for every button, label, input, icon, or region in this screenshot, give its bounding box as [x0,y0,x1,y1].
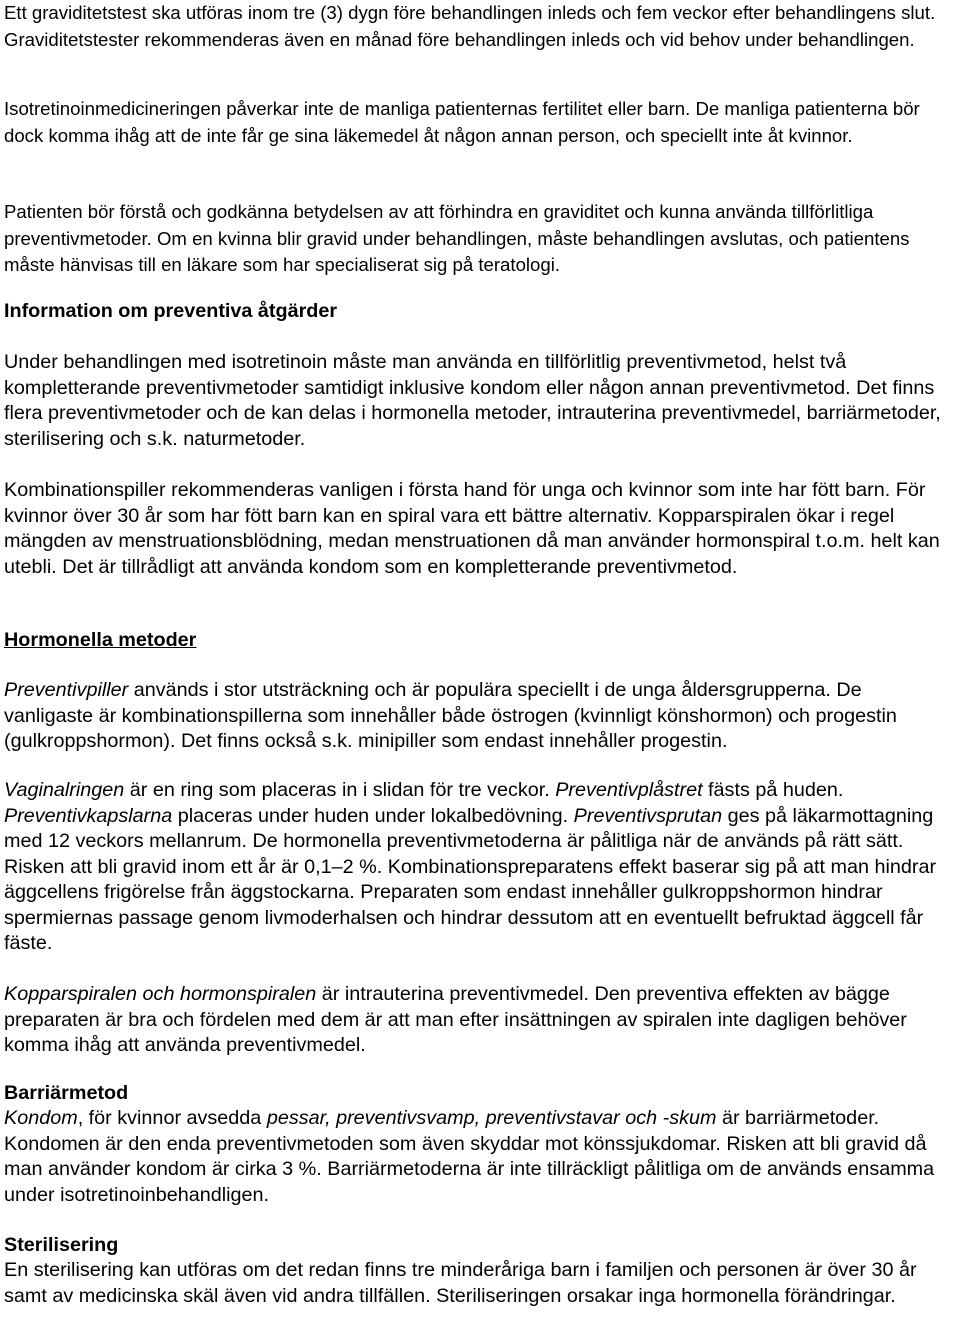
term-preventivsprutan: Preventivsprutan [573,804,723,827]
term-kondom: Kondom [4,1107,78,1129]
term-vaginalringen: Vaginalringen [4,779,125,801]
heading-hormonal-methods: Hormonella metoder [4,629,197,651]
term-preventivplastret: Preventivplåstret [555,779,703,801]
paragraph-male-patients: Isotretinoinmedicineringen påverkar inte de manliga patienternas fertilitet eller barn. De manliga patienterna bör dock komma ihåg att de inte får ge sina läkemedel åt någon annan person, och speciellt inte åt kvinnor. [4,98,920,146]
term-preventivpiller: Preventivpiller [4,679,129,701]
paragraph-combination-pills: Kombinationspiller rekommenderas vanligen i första hand för unga och kvinnor som inte har fött barn. För kvinnor över 30 år som har fött barn kan en spiral vara ett bättre alternativ. Kopparspiralen ökar i regel mängden av menstruationsblödning, medan menstruationen då man använder hormonspiral t.o.m. helt kan utebli. Det är tillrådligt att använda kondom som en kompletterande preventivmetod. [4,479,940,578]
heading-contraception-info: Information om preventiva åtgärder [4,300,338,322]
paragraph-other-hormonal: Vaginalringen är en ring som placeras in i slidan för tre veckor. Preventivplåstret fästs på huden. Preventivkapslarna placeras under huden under lokalbedövning. Preventivsprutan ges på läkarmottagning med 12 veckors mellanrum. De hormonella preventivmetoderna är pålitliga när de används på rätt sätt. Risken att bli gravid inom ett år är 0,1–2 %. Kombinationspreparatens effekt baserar sig på att man hindrar äggcellens frigörelse från äggstockarna. Preparaten som endast innehåller gulkroppshormon hindrar spermiernas passage genom livmoderhalsen och hindrar dessutom att en eventuellt befruktad äggcell får fäste. [4,779,937,954]
paragraph-sterilisation: En sterilisering kan utföras om det redan finns tre minderåriga barn i familjen och personen är över 30 år samt av medicinska skäl även vid andra tillfällen. Steriliseringen orsakar inga hormonella förändringar. [4,1259,917,1307]
paragraph-pills: Preventivpiller används i stor utsträckning och är populära speciellt i de unga åldersgrupperna. De vanligaste är kombinationspillerna som innehåller både östrogen (kvinnligt könshormon) och progestin (gulkroppshormon). Det finns också s.k. minipiller som endast innehåller progestin. [4,679,897,752]
paragraph-pregnancy-test: Ett graviditetstest ska utföras inom tre (3) dygn före behandlingen inleds och fem veckor efter behandlingens slut. Graviditetstester rekommenderas även en månad före behandlingen inleds och vid behov under behandlingen. [4,2,936,50]
term-barriar-list: pessar, preventivsvamp, preventivstavar och -skum [266,1107,717,1129]
paragraph-barrier: Kondom, för kvinnor avsedda pessar, preventivsvamp, preventivstavar och -skum är barriärmetoder. Kondomen är den enda preventivmetoden som även skyddar mot könssjukdomar. Risken att bli gravid då man använder kondom är cirka 3 %. Barriärmetoderna är inte tillräckligt pålitliga om de används ensamma under isotretinoinbehandligen. [4,1107,935,1206]
paragraph-intrauterine: Kopparspiralen och hormonspiralen är intrauterina preventivmedel. Den preventiva effekten av bägge preparaten är bra och fördelen med dem är att man efter insättningen av spiralen inte dagligen behöver komma ihåg att använda preventivmedel. [4,983,907,1056]
paragraph-reliable-method: Under behandlingen med isotretinoin måste man använda en tillförlitlig preventivmetod, helst två kompletterande preventivmetoder samtidigt inklusive kondom eller någon annan preventivmetod. Det finns flera preventivmetoder och de kan delas i hormonella metoder, intrauterina preventivmedel, barriärmetoder, sterilisering och s.k. naturmetoder. [4,351,941,450]
term-preventivkapslarna: Preventivkapslarna [4,804,173,827]
paragraph-understanding: Patienten bör förstå och godkänna betydelsen av att förhindra en graviditet och kunna använda tillförlitliga preventivmetoder. Om en kvinna blir gravid under behandlingen, måste behandlingen avslutas, och patientens måste hänvisas till en läkare som har specialiserat sig på teratologi. [4,201,910,275]
heading-barrier-method: Barriärmetod [4,1082,129,1104]
term-spiraler: Kopparspiralen och hormonspiralen [4,983,317,1005]
heading-sterilisation: Sterilisering [4,1234,119,1256]
